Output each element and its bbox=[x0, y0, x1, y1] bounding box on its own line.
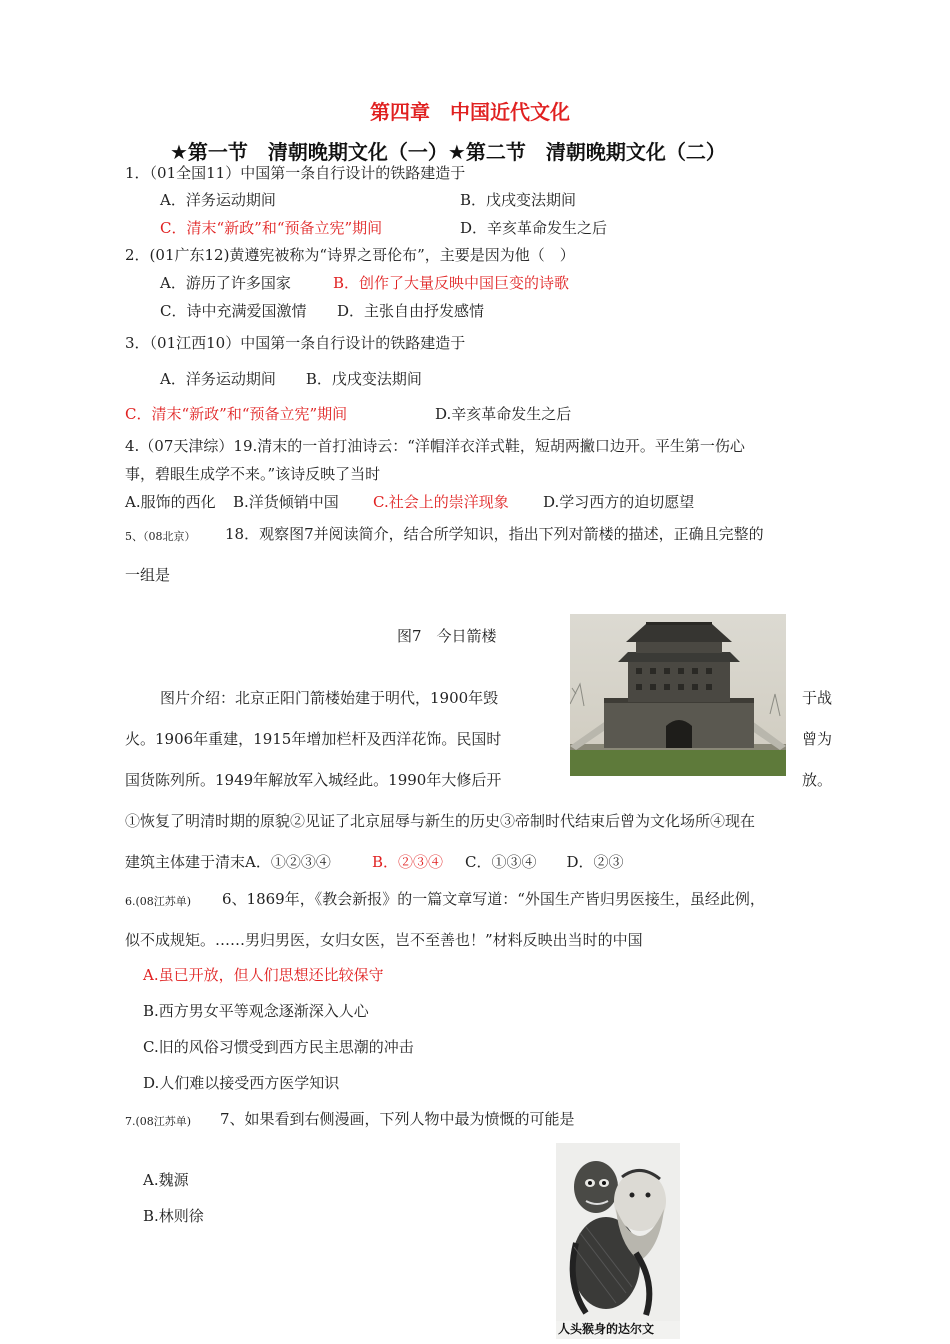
q5-intro-line1: 图片介绍：北京正阳门箭楼始建于明代，1900年毁 bbox=[160, 689, 499, 707]
q5-option-b-answer: B．②③④ bbox=[372, 853, 444, 871]
q6-option-b: B.西方男女平等观念逐渐深入人心 bbox=[143, 1002, 369, 1020]
q5-prefix: 5、（08北京） bbox=[125, 530, 196, 543]
q3-option-c-answer: C．清末“新政”和“预备立宪”期间 bbox=[125, 405, 348, 423]
q5-intro-line2-end: 曾为 bbox=[802, 730, 833, 748]
q3-options-ab: A．洋务运动期间 B．戊戌变法期间 bbox=[160, 370, 422, 388]
q4-option-a: A.服饰的西化 bbox=[125, 493, 216, 511]
q4-option-c-answer: C.社会上的崇洋现象 bbox=[373, 493, 509, 511]
q6-option-c: C.旧的风俗习惯受到西方民主思潮的冲击 bbox=[143, 1038, 414, 1056]
q3-stem: 3．（01江西10）中国第一条自行设计的铁路建造于 bbox=[125, 334, 466, 352]
q6-stem-line1: 6、1869年，《教会新报》的一篇文章写道：“外国生产皆归男医接生，虽经此例， bbox=[222, 890, 765, 908]
q2-option-b-answer: B．创作了大量反映中国巨变的诗歌 bbox=[333, 274, 570, 292]
q5-options-cd: C．①③④ D．②③ bbox=[465, 853, 624, 871]
q2-option-a: A．游历了许多国家 bbox=[160, 274, 291, 292]
q4-option-b: B.洋货倾销中国 bbox=[233, 493, 339, 511]
q4-option-d: D.学习西方的迫切愿望 bbox=[543, 493, 695, 511]
q6-prefix: 6.(08江苏单) bbox=[125, 895, 192, 908]
darwin-cartoon bbox=[556, 1143, 680, 1339]
q7-prefix: 7.(08江苏单) bbox=[125, 1115, 192, 1128]
chapter-title: 第四章 中国近代文化 bbox=[370, 100, 570, 124]
q4-stem-line2: 事，碧眼生成学不来。”该诗反映了当时 bbox=[125, 465, 381, 483]
q4-stem-line1: 4.（07天津综）19.清末的一首打油诗云：“洋帽洋衣洋式鞋，短胡两撇口边开。平生第一伤心 bbox=[125, 437, 745, 455]
q6-option-a-answer: A.虽已开放，但人们思想还比较保守 bbox=[143, 966, 384, 984]
q5-items: ①恢复了明清时期的原貌②见证了北京屈辱与新生的历史③帝制时代结束后曾为文化场所④现在 bbox=[125, 812, 756, 830]
q2-option-d: D．主张自由抒发感情 bbox=[337, 302, 485, 320]
q2-option-c: C．诗中充满爱国激情 bbox=[160, 302, 307, 320]
q5-figure-caption: 图7 今日箭楼 bbox=[397, 627, 497, 645]
q2-stem: 2．(01广东12)黄遵宪被称为“诗界之哥伦布”，主要是因为他（ ） bbox=[125, 246, 575, 264]
q6-stem-line2: 似不成规矩。……男归男医，女归女医，岂不至善也！”材料反映出当时的中国 bbox=[125, 931, 643, 949]
q5-intro-line3-end: 放。 bbox=[802, 771, 833, 789]
q1-stem: 1．（01全国11）中国第一条自行设计的铁路建造于 bbox=[125, 164, 466, 182]
q7-option-b: B.林则徐 bbox=[143, 1207, 204, 1225]
q7-stem: 7、如果看到右侧漫画，下列人物中最为愤慨的可能是 bbox=[220, 1110, 575, 1128]
q1-option-b: B．戊戌变法期间 bbox=[460, 191, 577, 209]
q5-stem-line1: 18．观察图7并阅读简介，结合所学知识，指出下列对箭楼的描述，正确且完整的 bbox=[225, 525, 764, 543]
section-title: ★第一节 清朝晚期文化（一）★第二节 清朝晚期文化（二） bbox=[170, 140, 726, 164]
q1-option-c-answer: C．清末“新政”和“预备立宪”期间 bbox=[160, 219, 383, 237]
q3-option-d: D.辛亥革命发生之后 bbox=[435, 405, 572, 423]
arrow-tower-photo bbox=[570, 614, 786, 776]
q5-intro-line3: 国货陈列所。1949年解放军入城经此。1990年大修后开 bbox=[125, 771, 502, 789]
q1-option-a: A．洋务运动期间 bbox=[160, 191, 276, 209]
q5-intro-line2: 火。1906年重建，1915年增加栏杆及西洋花饰。民国时 bbox=[125, 730, 502, 748]
q5-options-prefix: 建筑主体建于清末A．①②③④ bbox=[125, 853, 331, 871]
q1-option-d: D．辛亥革命发生之后 bbox=[460, 219, 608, 237]
cartoon-caption: 人头猴身的达尔文 bbox=[558, 1322, 655, 1336]
q5-stem-line2: 一组是 bbox=[125, 566, 171, 584]
q6-option-d: D.人们难以接受西方医学知识 bbox=[143, 1074, 340, 1092]
q7-option-a: A.魏源 bbox=[143, 1171, 189, 1189]
q5-intro-line1-end: 于战 bbox=[802, 689, 833, 707]
